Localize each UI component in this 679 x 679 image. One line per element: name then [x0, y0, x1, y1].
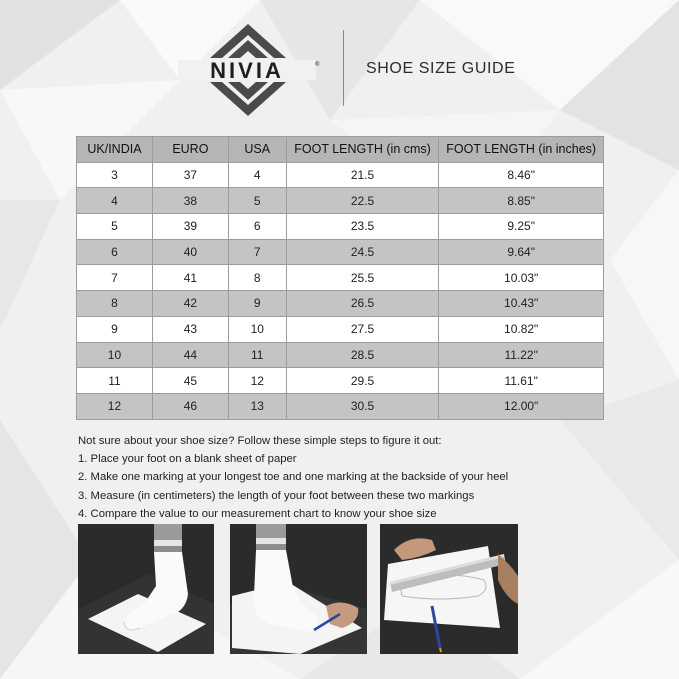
- cell-euro: 38: [152, 188, 228, 214]
- photo-measuring-ruler: [380, 524, 518, 654]
- cell-euro: 42: [152, 291, 228, 317]
- instructions-intro: Not sure about your shoe size? Follow these simple steps to figure it out:: [78, 435, 442, 447]
- cell-uk: 9: [77, 316, 153, 342]
- cell-euro: 41: [152, 265, 228, 291]
- header-divider: [343, 30, 344, 106]
- column-header-usa: USA: [228, 137, 286, 163]
- cell-usa: 5: [228, 188, 286, 214]
- table-header-row: [77, 137, 604, 163]
- cell-cms: 22.5: [286, 188, 439, 214]
- cell-inches: 8.85": [439, 188, 604, 214]
- column-header-uk-india: UK/INDIA: [77, 137, 153, 163]
- cell-uk: 8: [77, 291, 153, 317]
- cell-inches: 10.43": [439, 291, 604, 317]
- cell-uk: 6: [77, 239, 153, 265]
- column-header-foot-length-cms: FOOT LENGTH (in cms): [286, 137, 439, 163]
- size-chart-table: [76, 136, 604, 420]
- cell-euro: 39: [152, 214, 228, 240]
- table-row: [77, 188, 604, 214]
- page-title: SHOE SIZE GUIDE: [366, 60, 516, 77]
- cell-uk: 5: [77, 214, 153, 240]
- cell-euro: 46: [152, 393, 228, 419]
- cell-usa: 4: [228, 162, 286, 188]
- column-header-euro: EURO: [152, 137, 228, 163]
- cell-usa: 11: [228, 342, 286, 368]
- cell-cms: 30.5: [286, 393, 439, 419]
- table-row: [77, 342, 604, 368]
- brand-name: NIVIA: [210, 58, 284, 83]
- table-row: [77, 291, 604, 317]
- cell-euro: 43: [152, 316, 228, 342]
- cell-cms: 23.5: [286, 214, 439, 240]
- cell-inches: 9.25": [439, 214, 604, 240]
- column-header-foot-length-inches: FOOT LENGTH (in inches): [439, 137, 604, 163]
- cell-usa: 10: [228, 316, 286, 342]
- table-row: [77, 316, 604, 342]
- cell-euro: 37: [152, 162, 228, 188]
- table-row: [77, 393, 604, 419]
- instruction-step: 2. Make one marking at your longest toe and one marking at the backside of your heel: [78, 471, 509, 484]
- instruction-step: 4. Compare the value to our measurement chart to know your shoe size: [78, 507, 437, 520]
- cell-cms: 27.5: [286, 316, 439, 342]
- cell-euro: 40: [152, 239, 228, 265]
- cell-inches: 8.46": [439, 162, 604, 188]
- header: [0, 0, 679, 130]
- cell-inches: 9.64": [439, 239, 604, 265]
- cell-usa: 13: [228, 393, 286, 419]
- photo-foot-on-paper: [78, 524, 214, 654]
- table-row: [77, 214, 604, 240]
- cell-inches: 11.22": [439, 342, 604, 368]
- cell-euro: 45: [152, 368, 228, 394]
- instruction-step: 1. Place your foot on a blank sheet of paper: [78, 453, 297, 466]
- instructions: [78, 432, 508, 523]
- cell-uk: 10: [77, 342, 153, 368]
- cell-usa: 7: [228, 239, 286, 265]
- instruction-step: 3. Measure (in centimeters) the length of your foot between these two markings: [78, 489, 475, 502]
- cell-uk: 3: [77, 162, 153, 188]
- cell-inches: 12.00": [439, 393, 604, 419]
- cell-cms: 29.5: [286, 368, 439, 394]
- cell-uk: 7: [77, 265, 153, 291]
- table-row: [77, 162, 604, 188]
- cell-euro: 44: [152, 342, 228, 368]
- cell-cms: 28.5: [286, 342, 439, 368]
- cell-usa: 12: [228, 368, 286, 394]
- table-row: [77, 368, 604, 394]
- cell-inches: 11.61": [439, 368, 604, 394]
- cell-usa: 6: [228, 214, 286, 240]
- nivia-logo: [176, 22, 321, 118]
- cell-uk: 12: [77, 393, 153, 419]
- table-row: [77, 239, 604, 265]
- table-row: [77, 265, 604, 291]
- trademark-symbol: ®: [315, 62, 320, 68]
- photo-marking-foot: [230, 524, 367, 654]
- cell-cms: 24.5: [286, 239, 439, 265]
- cell-uk: 4: [77, 188, 153, 214]
- cell-cms: 25.5: [286, 265, 439, 291]
- cell-cms: 21.5: [286, 162, 439, 188]
- cell-usa: 8: [228, 265, 286, 291]
- cell-cms: 26.5: [286, 291, 439, 317]
- cell-inches: 10.82": [439, 316, 604, 342]
- cell-inches: 10.03": [439, 265, 604, 291]
- cell-usa: 9: [228, 291, 286, 317]
- cell-uk: 11: [77, 368, 153, 394]
